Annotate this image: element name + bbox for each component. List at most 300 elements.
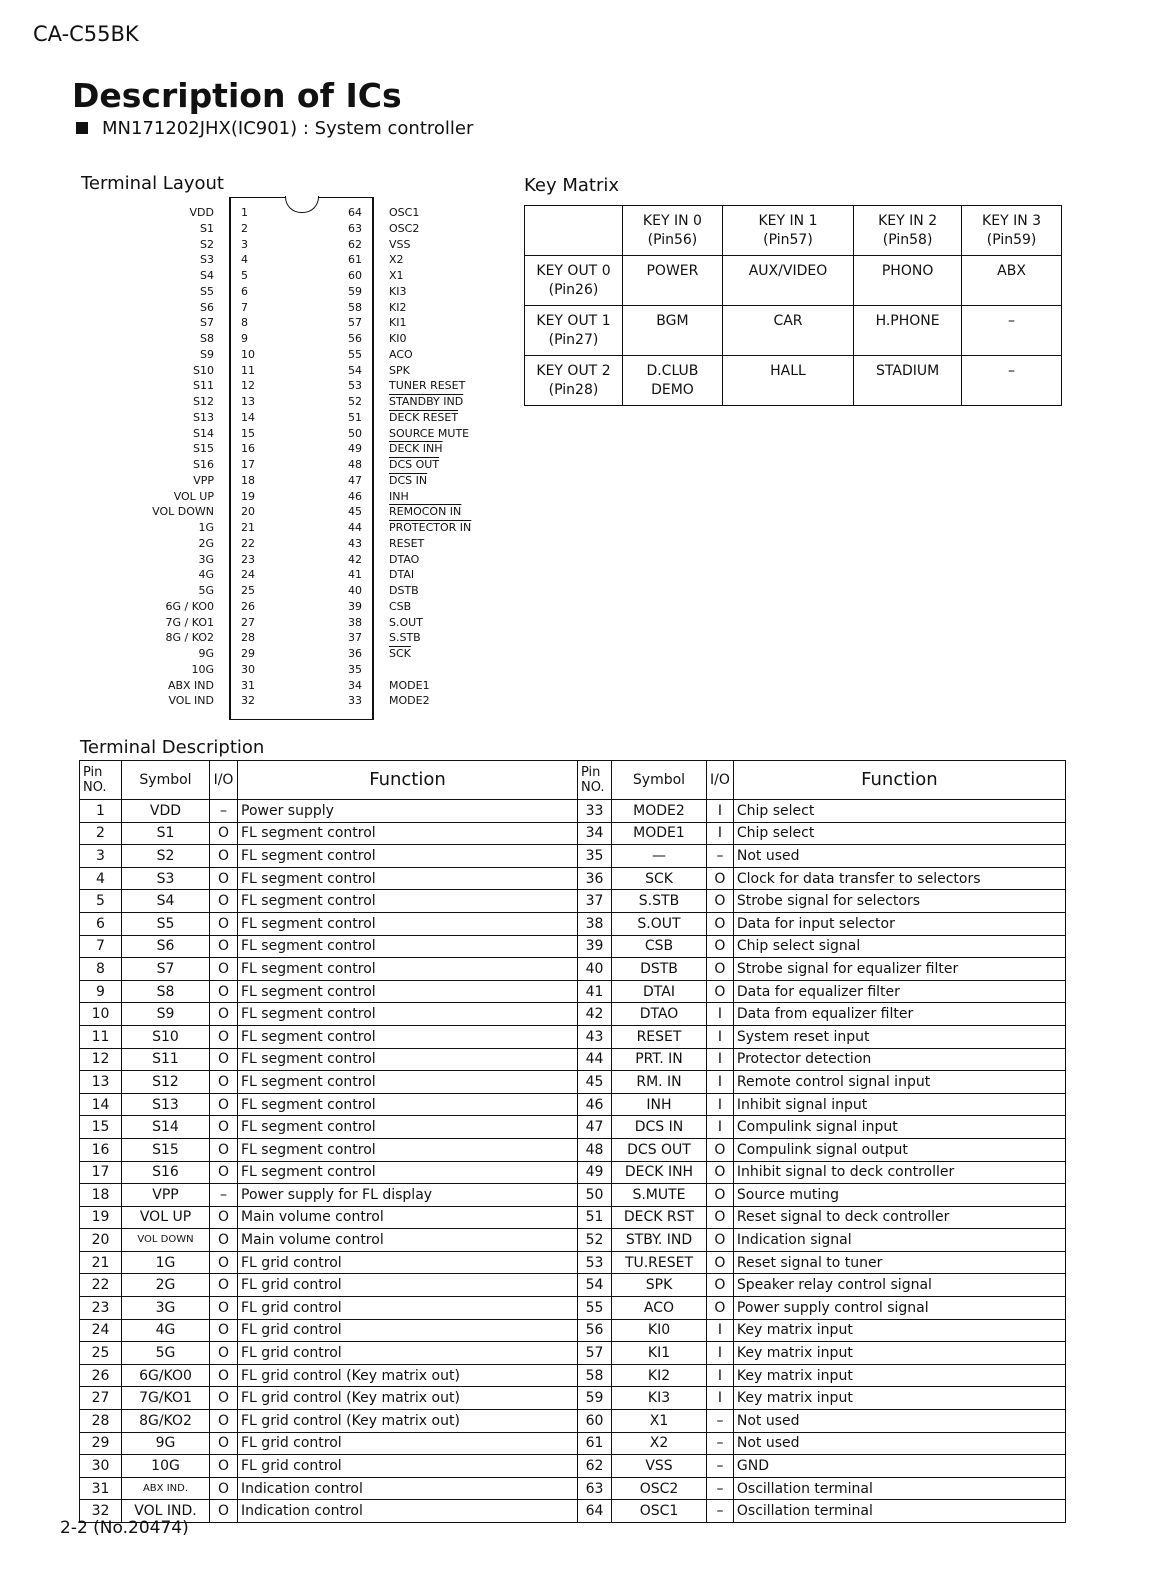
symbol: S15 xyxy=(122,1138,210,1161)
pin-name-left: S16 xyxy=(193,458,214,471)
io-type: O xyxy=(210,1387,238,1410)
table-row xyxy=(80,1364,578,1387)
pin-number-right: 43 xyxy=(348,536,362,550)
symbol: RM. IN xyxy=(612,1071,707,1094)
table-row xyxy=(578,1387,1066,1410)
pin-name-left: S4 xyxy=(200,269,214,282)
pin-number: 56 xyxy=(578,1319,612,1342)
pin-number: 9 xyxy=(80,980,122,1003)
symbol: KI1 xyxy=(612,1342,707,1365)
io-type: O xyxy=(210,1274,238,1297)
table-row xyxy=(80,1477,578,1500)
function: Indication control xyxy=(238,1477,578,1500)
pin-number: 34 xyxy=(578,822,612,845)
table-row xyxy=(80,1342,578,1365)
function: Compulink signal input xyxy=(733,1116,1065,1139)
symbol: ACO xyxy=(612,1297,707,1320)
io-type: O xyxy=(210,935,238,958)
key-matrix-cell: KEY OUT 2 (Pin28) xyxy=(525,356,623,406)
page-title: Description of ICs xyxy=(72,76,402,115)
symbol: SCK xyxy=(612,867,707,890)
function: Key matrix input xyxy=(733,1342,1065,1365)
symbol: S11 xyxy=(122,1048,210,1071)
pin-number-left: 27 xyxy=(241,615,255,629)
symbol: VSS xyxy=(612,1455,707,1478)
symbol: DTAO xyxy=(612,1003,707,1026)
symbol: 6G/KO0 xyxy=(122,1364,210,1387)
pin-name-left: S6 xyxy=(200,300,214,314)
function: FL segment control xyxy=(238,935,578,958)
pin-number: 64 xyxy=(578,1500,612,1523)
io-type: O xyxy=(707,980,734,1003)
io-type: – xyxy=(707,845,734,868)
pin-number-right: 63 xyxy=(348,221,362,235)
pin-number: 2 xyxy=(80,822,122,845)
pin-name-left: S11 xyxy=(193,379,214,393)
symbol: PRT. IN xyxy=(612,1048,707,1071)
io-type: O xyxy=(210,1206,238,1229)
function: Data for input selector xyxy=(733,912,1065,935)
key-matrix-cell: KEY IN 1 (Pin57) xyxy=(722,206,853,256)
table-row xyxy=(578,1161,1066,1184)
table-row xyxy=(578,1093,1066,1116)
pin-number-right: 56 xyxy=(348,332,362,345)
pin-name-right: CSB xyxy=(389,599,412,613)
pin-name-left: 9G xyxy=(198,647,214,660)
pin-number-right: 41 xyxy=(348,568,362,582)
function: FL segment control xyxy=(238,1025,578,1048)
pin-number: 38 xyxy=(578,912,612,935)
pin-name-left: S14 xyxy=(193,426,214,440)
pin-name-left: 7G / KO1 xyxy=(165,615,214,629)
pin-number-left: 31 xyxy=(241,678,255,692)
column-header: Function xyxy=(733,761,1065,800)
io-type: I xyxy=(707,1093,734,1116)
symbol: VOL UP xyxy=(122,1206,210,1229)
pin-number-left: 11 xyxy=(241,363,255,377)
table-row xyxy=(80,890,578,913)
pin-name-left: VPP xyxy=(193,473,214,487)
table-row xyxy=(578,958,1066,981)
key-matrix-cell: KEY IN 2 (Pin58) xyxy=(854,206,962,256)
pin-number-right: 54 xyxy=(348,363,362,377)
pin-number: 11 xyxy=(80,1025,122,1048)
pin-number-left: 26 xyxy=(241,599,255,613)
key-matrix-header-row xyxy=(525,206,1062,256)
function: Inhibit signal to deck controller xyxy=(733,1161,1065,1184)
io-type: O xyxy=(707,1297,734,1320)
io-type: O xyxy=(707,1229,734,1252)
pin-number-left: 15 xyxy=(241,426,255,440)
pin-number-right: 60 xyxy=(348,269,362,282)
pin-name-right: DTAO xyxy=(389,552,420,566)
terminal-description-heading: Terminal Description xyxy=(80,737,265,758)
table-row xyxy=(80,822,578,845)
table-row xyxy=(578,1251,1066,1274)
pin-number-left: 23 xyxy=(241,552,255,566)
key-matrix-row xyxy=(525,356,1062,406)
table-row xyxy=(578,822,1066,845)
key-matrix-row xyxy=(525,256,1062,306)
pin-number-left: 29 xyxy=(241,647,255,660)
table-row xyxy=(578,1342,1066,1365)
table-row xyxy=(80,912,578,935)
symbol: X2 xyxy=(612,1432,707,1455)
table-row xyxy=(578,1364,1066,1387)
io-type: – xyxy=(210,1184,238,1207)
symbol: 2G xyxy=(122,1274,210,1297)
io-type: O xyxy=(210,1003,238,1026)
pin-number-right: 37 xyxy=(348,631,362,645)
pin-number: 45 xyxy=(578,1071,612,1094)
pin-number-right: 48 xyxy=(348,458,362,471)
pin-number-right: 53 xyxy=(348,379,362,393)
function: Oscillation terminal xyxy=(733,1477,1065,1500)
pin-number: 33 xyxy=(578,800,612,823)
table-row xyxy=(80,1251,578,1274)
pin-number: 30 xyxy=(80,1455,122,1478)
io-type: O xyxy=(707,867,734,890)
pin-name-left: ABX IND xyxy=(167,678,214,692)
table-row xyxy=(578,1455,1066,1478)
symbol: S4 xyxy=(122,890,210,913)
pin-number-left: 13 xyxy=(241,395,255,408)
table-row xyxy=(80,1003,578,1026)
function: FL segment control xyxy=(238,845,578,868)
pin-number: 35 xyxy=(578,845,612,868)
table-row xyxy=(578,1206,1066,1229)
symbol: VDD xyxy=(122,800,210,823)
io-type: – xyxy=(707,1432,734,1455)
table-row xyxy=(578,1138,1066,1161)
pin-number: 10 xyxy=(80,1003,122,1026)
io-type: O xyxy=(210,1410,238,1433)
pin-name-right: DCS IN xyxy=(389,473,428,487)
function: Speaker relay control signal xyxy=(733,1274,1065,1297)
pin-number: 27 xyxy=(80,1387,122,1410)
key-matrix-cell: KEY OUT 0 (Pin26) xyxy=(525,256,623,306)
table-row xyxy=(578,980,1066,1003)
function: Main volume control xyxy=(238,1229,578,1252)
pin-number-right: 42 xyxy=(348,552,362,566)
table-row xyxy=(578,800,1066,823)
pin-name-right: VSS xyxy=(389,237,411,251)
table-row xyxy=(80,980,578,1003)
table-row xyxy=(80,1048,578,1071)
page-number: 2-2 (No.20474) xyxy=(60,1518,189,1538)
table-row xyxy=(80,1432,578,1455)
key-matrix-cell: – xyxy=(962,356,1062,406)
pin-name-right: $\overline{SCK}$ xyxy=(389,647,411,660)
symbol: INH xyxy=(612,1093,707,1116)
pin-name-left: S13 xyxy=(193,410,214,424)
symbol: DTAI xyxy=(612,980,707,1003)
function: FL grid control (Key matrix out) xyxy=(238,1387,578,1410)
io-type: – xyxy=(210,800,238,823)
pin-name-left: S10 xyxy=(193,363,214,377)
table-row xyxy=(80,1116,578,1139)
table-row xyxy=(578,935,1066,958)
key-matrix-cell: POWER xyxy=(623,256,723,306)
pin-name-right: DSTB xyxy=(389,584,419,597)
symbol: OSC2 xyxy=(612,1477,707,1500)
io-type: I xyxy=(707,1025,734,1048)
io-type: O xyxy=(210,912,238,935)
pin-number: 7 xyxy=(80,935,122,958)
function: FL segment control xyxy=(238,1161,578,1184)
pin-number-left: 20 xyxy=(241,505,255,519)
pin-number: 51 xyxy=(578,1206,612,1229)
pin-name-left: 2G xyxy=(198,536,214,550)
pin-number: 53 xyxy=(578,1251,612,1274)
pin-number-right: 46 xyxy=(348,489,362,503)
pin-number-right: 45 xyxy=(348,505,362,519)
pin-name-right: PROTECTOR IN xyxy=(389,521,472,534)
pin-name-left: 5G xyxy=(198,584,214,597)
pin-number: 37 xyxy=(578,890,612,913)
function: FL segment control xyxy=(238,958,578,981)
io-type: I xyxy=(707,1319,734,1342)
function: Power supply xyxy=(238,800,578,823)
pin-number: 16 xyxy=(80,1138,122,1161)
symbol: S1 xyxy=(122,822,210,845)
table-row xyxy=(80,1410,578,1433)
pin-name-left: VOL DOWN xyxy=(152,505,214,519)
function: FL segment control xyxy=(238,890,578,913)
column-header: I/O xyxy=(210,761,238,800)
symbol: S3 xyxy=(122,867,210,890)
pin-number: 63 xyxy=(578,1477,612,1500)
key-matrix-cell: BGM xyxy=(623,306,723,356)
key-matrix-table xyxy=(524,205,1062,406)
symbol: S8 xyxy=(122,980,210,1003)
pin-name-left: 10G xyxy=(191,662,214,676)
symbol: VPP xyxy=(122,1184,210,1207)
symbol: 7G/KO1 xyxy=(122,1387,210,1410)
table-header-row xyxy=(578,761,1066,800)
table-row xyxy=(578,867,1066,890)
pin-number: 15 xyxy=(80,1116,122,1139)
key-matrix-cell: STADIUM xyxy=(854,356,962,406)
pin-number: 1 xyxy=(80,800,122,823)
pin-number: 44 xyxy=(578,1048,612,1071)
table-row xyxy=(578,1410,1066,1433)
table-row xyxy=(80,1071,578,1094)
function: Strobe signal for equalizer filter xyxy=(733,958,1065,981)
function: FL segment control xyxy=(238,1071,578,1094)
pin-number-left: 7 xyxy=(241,300,248,314)
pin-number: 58 xyxy=(578,1364,612,1387)
io-type: O xyxy=(210,1364,238,1387)
pin-number: 26 xyxy=(80,1364,122,1387)
pin-number: 20 xyxy=(80,1229,122,1252)
table-row xyxy=(578,1432,1066,1455)
function: FL segment control xyxy=(238,1093,578,1116)
pin-name-right: X1 xyxy=(389,269,404,282)
column-header: Pin NO. xyxy=(578,761,612,800)
io-type: O xyxy=(707,935,734,958)
pin-number: 29 xyxy=(80,1432,122,1455)
io-type: O xyxy=(210,1297,238,1320)
symbol: TU.RESET xyxy=(612,1251,707,1274)
table-row xyxy=(80,1297,578,1320)
pin-name-right: DTAI xyxy=(389,568,415,582)
io-type: I xyxy=(707,1116,734,1139)
key-matrix-cell: AUX/VIDEO xyxy=(722,256,853,306)
pin-number-right: 61 xyxy=(348,253,362,267)
io-type: O xyxy=(210,1161,238,1184)
pin-number: 36 xyxy=(578,867,612,890)
table-row xyxy=(578,1297,1066,1320)
pin-number-left: 24 xyxy=(241,568,255,582)
pin-number: 59 xyxy=(578,1387,612,1410)
pin-name-right: KI0 xyxy=(389,332,407,345)
pin-number-right: 49 xyxy=(348,442,362,456)
pin-name-left: S3 xyxy=(200,253,214,267)
square-bullet-icon xyxy=(76,122,88,134)
table-row xyxy=(578,1500,1066,1523)
function: Key matrix input xyxy=(733,1387,1065,1410)
key-matrix-heading: Key Matrix xyxy=(524,175,620,196)
pin-number: 49 xyxy=(578,1161,612,1184)
function: Data from equalizer filter xyxy=(733,1003,1065,1026)
pin-number-left: 21 xyxy=(241,521,255,534)
pin-name-right: TUNER RESET xyxy=(389,379,466,393)
pin-number: 21 xyxy=(80,1251,122,1274)
pin-name-left: S15 xyxy=(193,442,214,456)
symbol: S7 xyxy=(122,958,210,981)
table-row xyxy=(80,800,578,823)
io-type: O xyxy=(210,980,238,1003)
pin-number-right: 51 xyxy=(348,410,362,424)
io-type: I xyxy=(707,1387,734,1410)
symbol: RESET xyxy=(612,1025,707,1048)
pin-name-left: VOL UP xyxy=(173,489,214,503)
pin-name-right: X2 xyxy=(389,253,404,267)
function: Reset signal to tuner xyxy=(733,1251,1065,1274)
pin-number: 19 xyxy=(80,1206,122,1229)
pin-number: 48 xyxy=(578,1138,612,1161)
pin-name-left: 4G xyxy=(198,568,214,582)
pin-number: 57 xyxy=(578,1342,612,1365)
column-header: Symbol xyxy=(612,761,707,800)
pin-number: 24 xyxy=(80,1319,122,1342)
function: Main volume control xyxy=(238,1206,578,1229)
pin-number-left: 32 xyxy=(241,694,255,708)
symbol: KI2 xyxy=(612,1364,707,1387)
io-type: O xyxy=(707,1161,734,1184)
function: Reset signal to deck controller xyxy=(733,1206,1065,1229)
symbol: S14 xyxy=(122,1116,210,1139)
pin-number-left: 22 xyxy=(241,536,255,550)
subtitle xyxy=(76,118,473,139)
function: Key matrix input xyxy=(733,1319,1065,1342)
symbol: 1G xyxy=(122,1251,210,1274)
pin-number-left: 25 xyxy=(241,584,255,597)
io-type: I xyxy=(707,1071,734,1094)
symbol: S6 xyxy=(122,935,210,958)
pin-number-left: 28 xyxy=(241,631,255,645)
io-type: O xyxy=(210,1093,238,1116)
function: Indication control xyxy=(238,1500,578,1523)
symbol: KI3 xyxy=(612,1387,707,1410)
table-row xyxy=(578,1274,1066,1297)
symbol: DECK RST xyxy=(612,1206,707,1229)
key-matrix-cell: CAR xyxy=(722,306,853,356)
pin-number-right: 47 xyxy=(348,473,362,487)
table-row xyxy=(80,1387,578,1410)
pin-number-left: 5 xyxy=(241,269,248,282)
pin-number-left: 2 xyxy=(241,221,248,235)
pin-number-left: 4 xyxy=(241,253,248,267)
io-type: O xyxy=(210,1432,238,1455)
io-type: O xyxy=(210,1477,238,1500)
symbol: S.OUT xyxy=(612,912,707,935)
function: FL grid control xyxy=(238,1342,578,1365)
io-type: O xyxy=(707,1138,734,1161)
table-row xyxy=(578,1477,1066,1500)
pin-number: 41 xyxy=(578,980,612,1003)
pin-number: 18 xyxy=(80,1184,122,1207)
function: FL segment control xyxy=(238,1116,578,1139)
key-matrix-cell: H.PHONE xyxy=(854,306,962,356)
pin-number: 54 xyxy=(578,1274,612,1297)
pin-number: 50 xyxy=(578,1184,612,1207)
pin-number: 6 xyxy=(80,912,122,935)
pin-name-right: INH xyxy=(389,489,409,503)
function: FL segment control xyxy=(238,980,578,1003)
pin-name-right: KI1 xyxy=(389,316,407,330)
io-type: O xyxy=(210,1500,238,1523)
io-type: O xyxy=(707,1251,734,1274)
pin-number-right: 55 xyxy=(348,347,362,361)
pin-number-right: 36 xyxy=(348,647,362,660)
table-row xyxy=(80,1184,578,1207)
column-header: Pin NO. xyxy=(80,761,122,800)
symbol: S9 xyxy=(122,1003,210,1026)
io-type: O xyxy=(210,1319,238,1342)
function: GND xyxy=(733,1455,1065,1478)
function: FL grid control xyxy=(238,1251,578,1274)
symbol: S10 xyxy=(122,1025,210,1048)
symbol: OSC1 xyxy=(612,1500,707,1523)
io-type: O xyxy=(210,822,238,845)
key-matrix-cell: KEY IN 0 (Pin56) xyxy=(623,206,723,256)
pin-number: 55 xyxy=(578,1297,612,1320)
function: System reset input xyxy=(733,1025,1065,1048)
symbol: DSTB xyxy=(612,958,707,981)
function: Chip select xyxy=(733,822,1065,845)
io-type: O xyxy=(707,1206,734,1229)
symbol: SPK xyxy=(612,1274,707,1297)
key-matrix-cell xyxy=(525,206,623,256)
pin-number-right: 40 xyxy=(348,584,362,597)
pin-number: 17 xyxy=(80,1161,122,1184)
pin-number: 13 xyxy=(80,1071,122,1094)
subtitle-text: MN171202JHX(IC901) : System controller xyxy=(102,118,474,139)
io-type: I xyxy=(707,800,734,823)
function: FL segment control xyxy=(238,1003,578,1026)
function: Not used xyxy=(733,1410,1065,1433)
table-row xyxy=(80,1161,578,1184)
symbol: DECK INH xyxy=(612,1161,707,1184)
io-type: O xyxy=(210,1251,238,1274)
pin-name-left: S8 xyxy=(200,332,214,345)
function: Clock for data transfer to selectors xyxy=(733,867,1065,890)
pin-number-left: 16 xyxy=(241,442,255,456)
pin-number-left: 6 xyxy=(241,284,248,298)
pin-name-left: S1 xyxy=(200,221,214,235)
